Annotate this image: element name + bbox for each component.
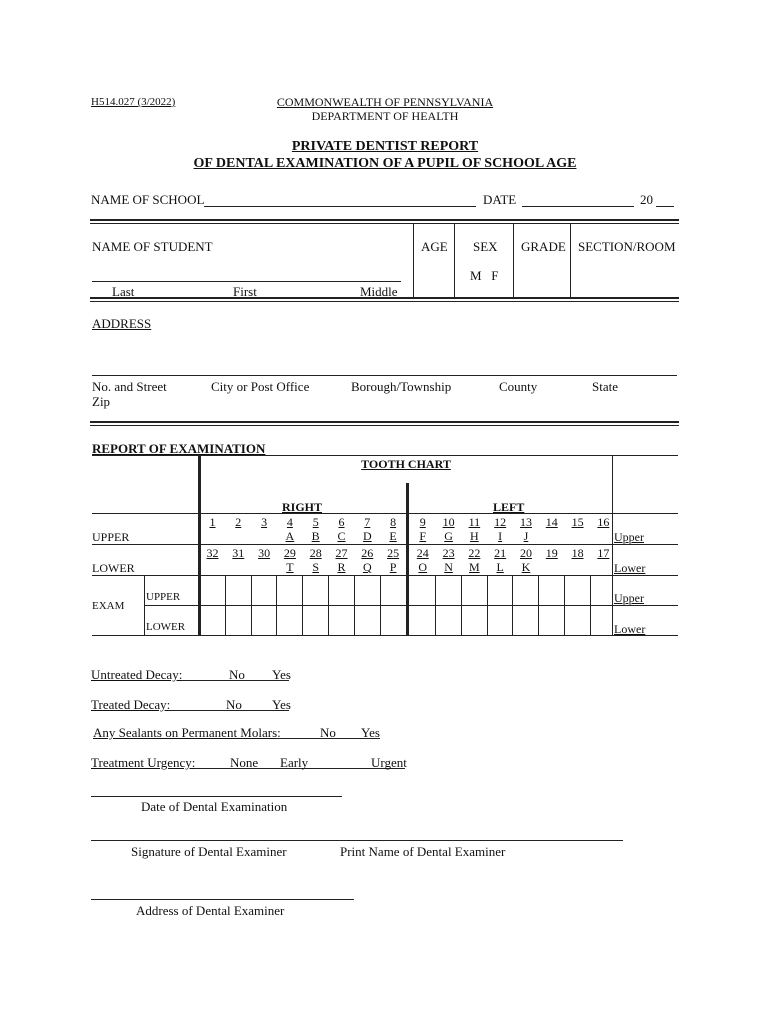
chart-bottom-border [92,635,678,636]
exam-lower-tooth-cell[interactable] [329,606,353,634]
county-label: County [499,379,538,394]
exam-upper-tooth-cell[interactable] [488,576,512,604]
upper-tooth-number: 12 [494,515,507,529]
middle-name-label: Middle [360,284,398,299]
urgency-none-option[interactable]: None [230,755,259,770]
upper-tooth-letter: I [498,529,503,543]
sex-options[interactable]: M F [470,268,499,283]
left-side-label: LEFT [493,500,525,514]
upper-tooth-number: 11 [468,515,481,529]
exam-date-field[interactable] [91,796,342,797]
exam-label-divider [144,575,145,635]
lower-tooth-letter: R [337,560,346,574]
year-prefix: 20 [640,192,653,207]
exam-upper-tooth-cell[interactable] [539,576,563,604]
exam-lower-tooth-cell[interactable] [436,606,460,634]
exam-upper-tooth-cell[interactable] [252,576,276,604]
form-title-line-2: OF DENTAL EXAMINATION OF A PUPIL OF SCHOOL AGE [193,156,577,171]
upper-tooth-number: 5 [312,515,319,529]
date-field[interactable] [522,206,634,207]
address-label: ADDRESS [92,316,152,331]
exam-lower-tooth-cell[interactable] [277,606,301,634]
divider [90,301,679,302]
exam-lower-label: LOWER [146,621,186,633]
exam-lower-tooth-cell[interactable] [410,606,434,634]
divider [90,223,679,224]
form-id: H514.027 (3/2022) [91,96,176,108]
date-label: DATE [483,192,517,207]
exam-upper-tooth-cell[interactable] [303,576,327,604]
chart-row-line [92,513,678,514]
lower-tooth-number: 18 [571,546,584,560]
student-name-field[interactable] [92,281,401,282]
divider [90,297,679,299]
upper-tooth-number: 16 [597,515,610,529]
upper-tooth-number: 9 [419,515,426,529]
treatment-urgency-label: Treatment Urgency: [91,755,196,770]
lower-tooth-number: 26 [361,546,374,560]
exam-upper-tooth-cell[interactable] [329,576,353,604]
agency-line-2: DEPARTMENT OF HEALTH [311,109,459,123]
exam-lower-tooth-cell[interactable] [565,606,589,634]
urgency-early-option[interactable]: Early [280,755,309,770]
column-divider [570,224,571,299]
exam-upper-tooth-cell[interactable] [200,576,224,604]
lower-tooth-number: 20 [519,546,532,560]
treated-decay-label: Treated Decay: [91,697,171,712]
exam-lower-tooth-cell[interactable] [488,606,512,634]
lower-side-label: Lower [614,561,646,575]
right-side-label: RIGHT [282,500,323,514]
state-label: State [592,379,618,394]
exam-upper-tooth-cell[interactable] [565,576,589,604]
chart-row-line [92,544,678,545]
sealants-label: Any Sealants on Permanent Molars: [93,725,281,740]
upper-tooth-number: 10 [442,515,455,529]
upper-tooth-letter: A [285,529,295,543]
exam-lower-tooth-cell[interactable] [462,606,486,634]
upper-tooth-letter: G [444,529,453,543]
column-divider [513,224,514,299]
upper-tooth-number: 15 [571,515,584,529]
exam-lower-side-label: Lower [614,622,646,636]
exam-upper-tooth-cell[interactable] [410,576,434,604]
exam-lower-tooth-cell[interactable] [539,606,563,634]
exam-upper-tooth-cell[interactable] [355,576,379,604]
exam-upper-tooth-cell[interactable] [462,576,486,604]
exam-upper-tooth-cell[interactable] [381,576,405,604]
tooth-chart-title: TOOTH CHART [361,457,451,471]
lower-row-label: LOWER [92,561,135,575]
signature-field[interactable] [91,840,623,841]
exam-lower-tooth-cell[interactable] [200,606,224,634]
upper-side-label: Upper [614,530,644,544]
exam-upper-tooth-cell[interactable] [513,576,537,604]
school-name-field[interactable] [204,192,474,206]
divider [90,421,679,423]
examiner-address-label: Address of Dental Examiner [136,903,285,918]
lower-tooth-number: 29 [283,546,296,560]
lower-tooth-letter: L [496,560,504,574]
exam-lower-tooth-cell[interactable] [226,606,250,634]
lower-tooth-letter: N [444,560,453,574]
upper-tooth-number: 14 [545,515,558,529]
upper-tooth-number: 6 [338,515,345,529]
chart-top-border [92,455,678,456]
upper-tooth-number: 2 [235,515,242,529]
section-room-label: SECTION/ROOM [578,239,676,254]
untreated-yes-option[interactable]: Yes [272,667,291,682]
first-name-label: First [233,284,257,299]
exam-lower-tooth-cell[interactable] [355,606,379,634]
exam-upper-side-label: Upper [614,591,644,605]
form-title-line-1: PRIVATE DENTIST REPORT [291,139,479,154]
exam-lower-tooth-cell[interactable] [513,606,537,634]
lower-tooth-number: 32 [206,546,219,560]
exam-upper-tooth-cell[interactable] [591,576,615,604]
column-divider [413,224,414,299]
signature-label: Signature of Dental Examiner [131,844,287,859]
upper-tooth-letter: J [523,529,529,543]
lower-tooth-number: 28 [309,546,322,560]
lower-tooth-number: 21 [494,546,507,560]
lower-tooth-number: 25 [387,546,400,560]
borough-label: Borough/Township [351,379,452,394]
exam-upper-tooth-cell[interactable] [436,576,460,604]
agency-line-1: COMMONWEALTH OF PENNSYLVANIA [276,95,494,109]
year-field[interactable] [656,206,674,207]
column-divider [454,224,455,299]
sealants-no-option[interactable]: No [320,725,336,740]
urgency-urgent-option[interactable]: Urgent [371,755,407,770]
age-label: AGE [421,239,448,254]
street-label: No. and Street [92,379,167,394]
zip-label: Zip [92,394,111,409]
untreated-decay-label: Untreated Decay: [91,667,183,682]
grade-label: GRADE [521,239,566,254]
school-name-line [204,206,476,207]
lower-tooth-number: 23 [442,546,455,560]
lower-tooth-number: 24 [416,546,429,560]
lower-tooth-number: 30 [258,546,271,560]
city-label: City or Post Office [211,379,310,394]
upper-tooth-letter: C [337,529,346,543]
examiner-address-field[interactable] [91,899,354,900]
untreated-no-option[interactable]: No [229,667,245,682]
divider [90,219,679,221]
lower-tooth-number: 17 [597,546,610,560]
exam-row-label: EXAM [92,600,125,612]
upper-tooth-letter: E [389,529,397,543]
exam-upper-tooth-cell[interactable] [226,576,250,604]
exam-date-label: Date of Dental Examination [141,799,288,814]
upper-tooth-number: 1 [209,515,216,529]
lower-tooth-number: 31 [232,546,245,560]
print-name-label: Print Name of Dental Examiner [340,844,506,859]
upper-tooth-number: 4 [286,515,293,529]
report-section-label: REPORT OF EXAMINATION [92,441,266,456]
sex-label: SEX [473,239,498,254]
lower-tooth-letter: T [286,560,294,574]
lower-tooth-number: 19 [545,546,558,560]
divider [90,425,679,426]
address-field[interactable] [92,375,677,376]
exam-lower-tooth-cell[interactable] [591,606,615,634]
treated-yes-option[interactable]: Yes [272,697,291,712]
treated-no-option[interactable]: No [226,697,242,712]
lower-tooth-letter: K [521,560,531,574]
sealants-yes-option[interactable]: Yes [361,725,380,740]
upper-tooth-letter: D [362,529,372,543]
upper-tooth-letter: B [311,529,320,543]
last-name-label: Last [112,284,135,299]
upper-tooth-letter: H [470,529,479,543]
lower-tooth-letter: S [312,560,320,574]
exam-lower-tooth-cell[interactable] [381,606,405,634]
lower-tooth-letter: M [469,560,480,574]
student-name-label: NAME OF STUDENT [92,239,213,254]
lower-tooth-letter: O [418,560,428,574]
midline-divider [406,483,409,636]
lower-tooth-number: 27 [335,546,348,560]
lower-tooth-number: 22 [468,546,481,560]
lower-tooth-letter: Q [362,560,372,574]
upper-tooth-number: 13 [519,515,532,529]
upper-tooth-number: 7 [364,515,371,529]
upper-tooth-number: 3 [261,515,268,529]
exam-upper-tooth-cell[interactable] [277,576,301,604]
exam-upper-label: UPPER [146,591,181,603]
lower-tooth-letter: P [389,560,397,574]
upper-tooth-number: 8 [390,515,397,529]
upper-row-label: UPPER [92,530,130,544]
exam-lower-tooth-cell[interactable] [252,606,276,634]
upper-tooth-letter: F [419,529,427,543]
school-name-label: NAME OF SCHOOL [91,192,205,207]
exam-lower-tooth-cell[interactable] [303,606,327,634]
